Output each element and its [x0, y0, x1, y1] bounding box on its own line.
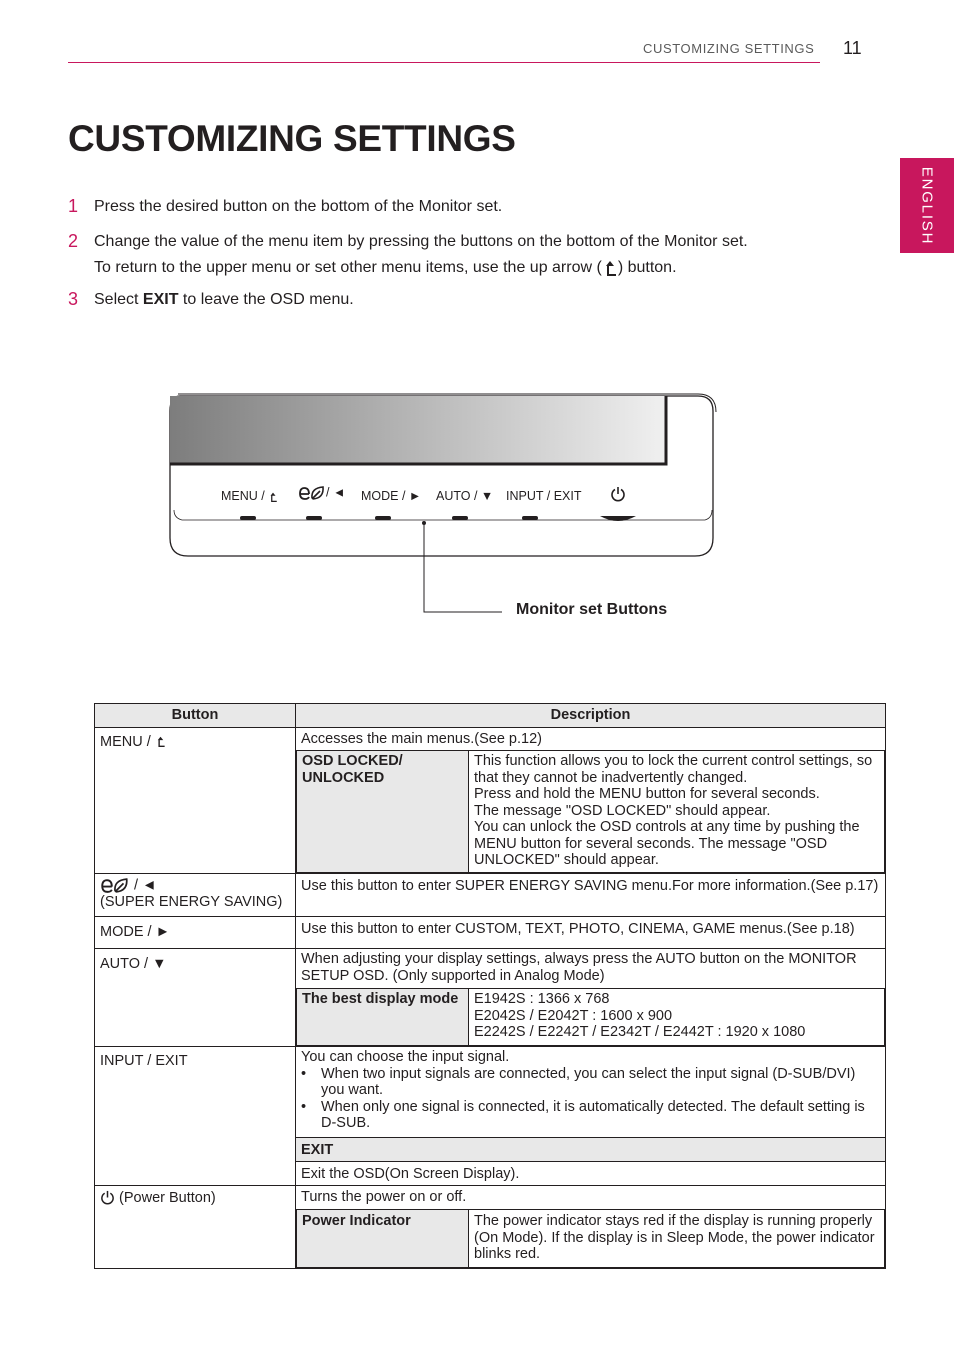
description-text: Accesses the main menus.(See p.12) — [301, 730, 542, 747]
description-text: When adjusting your display settings, always press the AUTO button on the MONITOR SETUP OSD. (Only supported in Analog Mode) — [301, 951, 857, 984]
table-row — [95, 874, 886, 917]
button-subname: (SUPER ENERGY SAVING) — [100, 894, 283, 910]
table-row — [95, 1047, 886, 1186]
button-cell: AUTO / ▼ — [95, 949, 296, 1047]
diagram-label-mode: MODE / ► — [361, 489, 422, 503]
step-text-return — [94, 259, 677, 277]
button-name: / ◄ — [130, 877, 157, 894]
sub-label: The best display mode — [297, 989, 469, 1046]
sub-label: OSD LOCKED/ UNLOCKED — [297, 751, 469, 873]
button-description-table — [94, 703, 886, 1269]
step-text-part: to leave the OSD menu. — [178, 291, 354, 308]
sub-table — [296, 1209, 885, 1268]
step-text-part: To return to the upper menu or set other menu items, use the up arrow ( — [94, 259, 602, 277]
table-row — [95, 727, 886, 874]
callout-label: Monitor set Buttons — [516, 601, 668, 618]
diagram-label-text: / ◄ — [326, 485, 346, 500]
eco-leaf-icon — [298, 485, 326, 501]
column-header: Button — [95, 704, 296, 728]
table-row — [95, 917, 886, 949]
step-text-part: ) button. — [617, 259, 677, 277]
language-tab-label: ENGLISH — [918, 166, 936, 245]
monitor-diagram — [160, 388, 730, 628]
exit-description: Exit the OSD(On Screen Display). — [296, 1161, 885, 1185]
page-title: CUSTOMIZING SETTINGS — [68, 118, 516, 159]
description-cell — [296, 727, 886, 874]
table-row — [95, 949, 886, 1047]
table-row — [95, 1185, 886, 1269]
list-item: • When only one signal is connected, it is automatically detected. The default setting is D-SUB. — [301, 1099, 880, 1132]
sub-description: This function allows you to lock the current control settings, so that they cannot be inadvertently changed. Press and hold the MENU button for several seconds. The message "OSD LOCKED" should appear. You can unlock the OSD controls at any time by pushing the MENU button for several seconds. The message "OSD UNLOCKED" should appear. — [469, 751, 885, 873]
button-cell: MODE / ► — [95, 917, 296, 949]
step-number: 1 — [68, 196, 79, 216]
description-block — [296, 1047, 885, 1137]
button-cell: INPUT / EXIT — [95, 1047, 296, 1186]
description-text: Turns the power on or off. — [301, 1188, 467, 1205]
table-header-row — [95, 704, 886, 728]
description-cell — [296, 1047, 886, 1186]
sub-description: The power indicator stays red if the display is running properly (On Mode). If the display is in Sleep Mode, the power indicator blinks red. — [469, 1210, 885, 1268]
power-icon — [610, 486, 626, 502]
bullet-text: When two input signals are connected, you can select the input signal (D-SUB/DVI) you want. — [321, 1065, 856, 1098]
sub-table — [296, 750, 885, 873]
up-arrow-icon — [602, 259, 618, 277]
list-item: • When two input signals are connected, you can select the input signal (D-SUB/DVI) you want. — [301, 1066, 880, 1099]
diagram-label-energy — [298, 485, 345, 501]
header-section-title: CUSTOMIZING SETTINGS — [643, 41, 815, 56]
up-arrow-icon — [268, 491, 278, 503]
step-text-part: Select — [94, 291, 143, 308]
button-cell — [95, 1185, 296, 1269]
eco-leaf-icon — [100, 877, 130, 894]
page-number: 11 — [843, 38, 862, 58]
column-header: Description — [296, 704, 886, 728]
button-cell — [95, 727, 296, 874]
power-icon — [100, 1190, 115, 1205]
header-divider — [68, 62, 820, 63]
diagram-label-menu — [221, 489, 278, 503]
language-tab — [900, 158, 954, 253]
description-cell — [296, 949, 886, 1047]
button-name: (Power Button) — [119, 1189, 216, 1206]
exit-label: EXIT — [296, 1137, 885, 1162]
diagram-label-auto: AUTO / ▼ — [436, 489, 494, 503]
up-arrow-icon — [155, 735, 166, 748]
exit-keyword: EXIT — [142, 291, 179, 308]
description-cell: Use this button to enter CUSTOM, TEXT, PHOTO, CINEMA, GAME menus.(See p.18) — [296, 917, 886, 949]
step-text — [94, 291, 354, 309]
button-name: MENU / — [100, 733, 155, 750]
step-number: 3 — [68, 289, 79, 309]
step-text: Press the desired button on the bottom of the Monitor set. — [94, 198, 503, 215]
bullet-text: When only one signal is connected, it is automatically detected. The default setting is D-SUB. — [321, 1098, 865, 1131]
button-cell — [95, 874, 296, 917]
sub-label: Power Indicator — [297, 1210, 469, 1268]
monitor-screen — [170, 396, 666, 464]
sub-description: E1942S : 1366 x 768 E2042S / E2042T : 1600 x 900 E2242S / E2242T / E2342T / E2442T : 1920 x 1080 — [469, 989, 885, 1046]
step-text: Change the value of the menu item by pressing the buttons on the bottom of the Monitor set. — [94, 233, 748, 250]
diagram-label-text: MENU / — [221, 489, 269, 503]
description-text: You can choose the input signal. — [301, 1049, 510, 1065]
sub-table — [296, 988, 885, 1046]
diagram-label-input: INPUT / EXIT — [506, 489, 582, 503]
description-cell: Use this button to enter SUPER ENERGY SAVING menu.For more information.(See p.17) — [296, 874, 886, 917]
description-cell — [296, 1185, 886, 1269]
step-number: 2 — [68, 231, 79, 251]
